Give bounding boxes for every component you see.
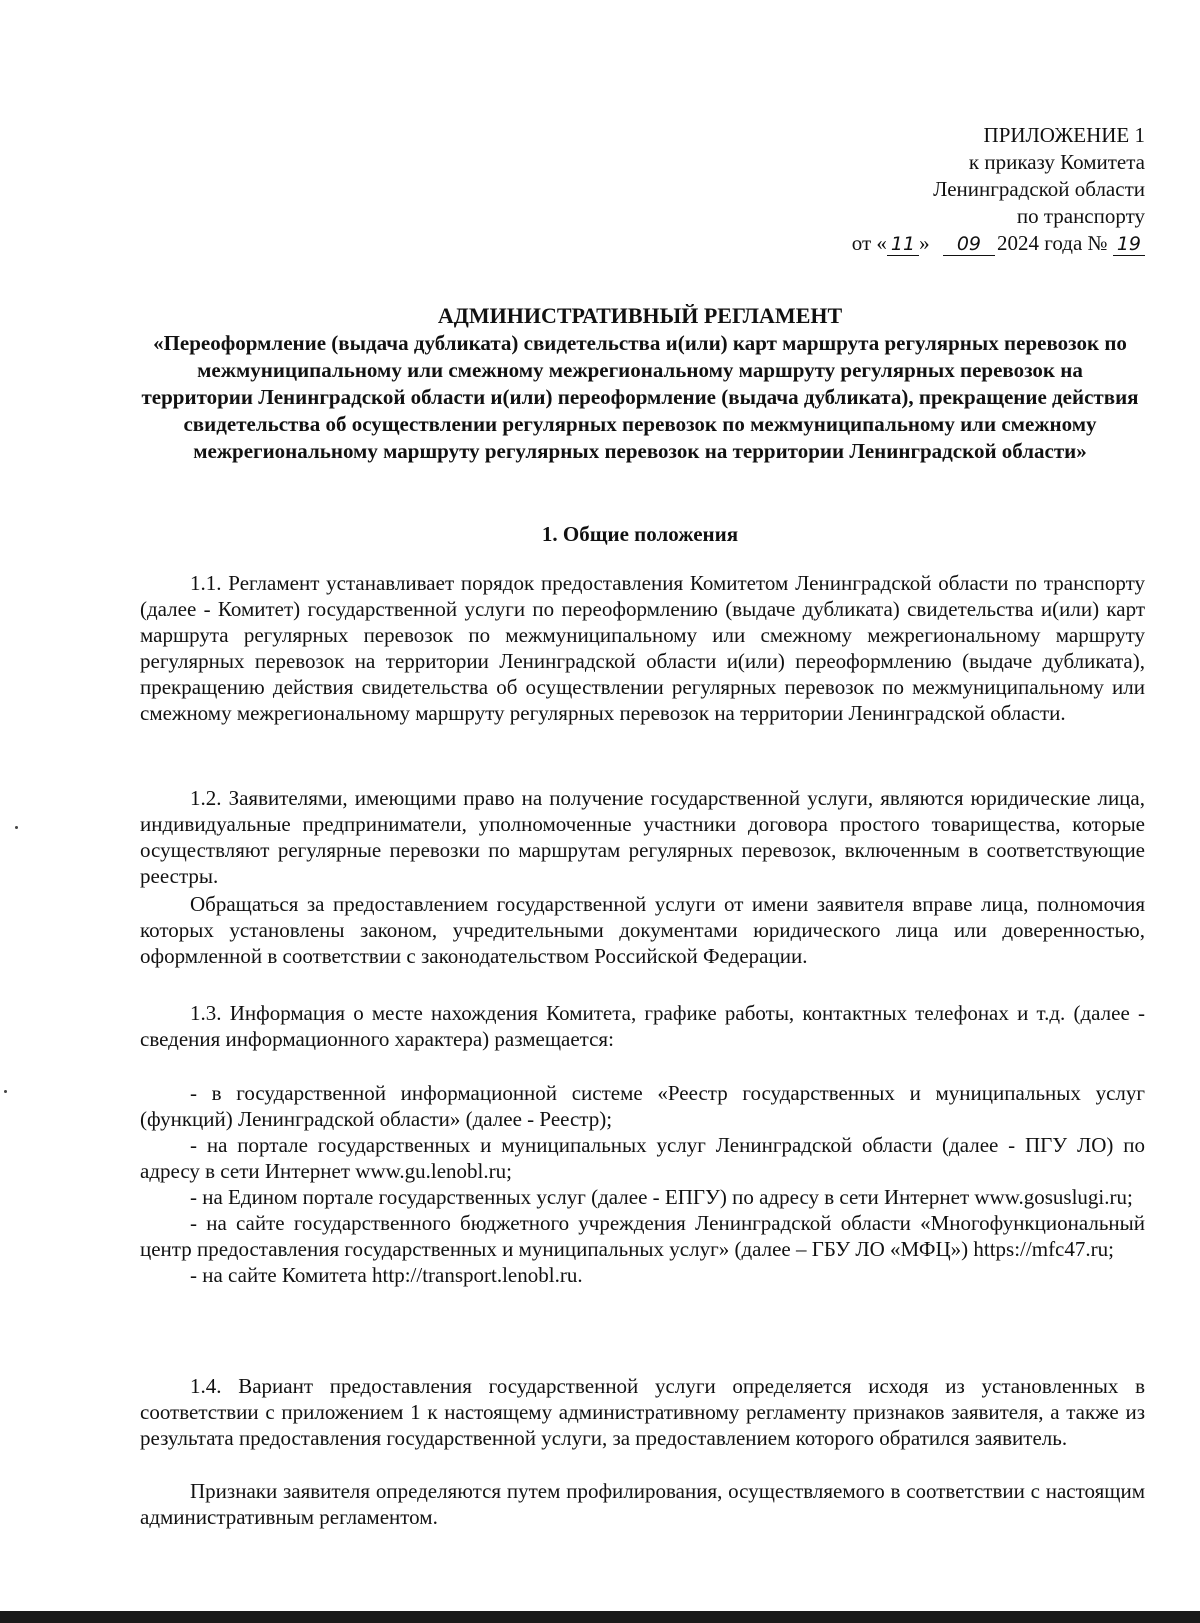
year-text: 2024 года № <box>997 231 1108 255</box>
document-title-block <box>140 302 1140 465</box>
appendix-line: Ленинградской области <box>933 177 1145 201</box>
list-item: - на сайте государственного бюджетного учреждения Ленинградской области «Многофункциональный центр предоставления государственных и муниципальных услуг» (далее – ГБУ ЛО «МФЦ») https://mfc47.ru; <box>140 1211 1145 1261</box>
paragraph-1-3: 1.3. Информация о месте нахождения Комитета, графике работы, контактных телефонах и т.д. (далее - сведения информационного характера) размещается: <box>140 1001 1145 1051</box>
paragraph-1-4-b: Признаки заявителя определяются путем профилирования, осуществляемого в соответствии с настоящим административным регламентом. <box>140 1479 1145 1529</box>
handwritten-month: 09 <box>943 233 995 256</box>
list-item: - на портале государственных и муниципальных услуг Ленинградской области (далее - ПГУ ЛО) по адресу в сети Интернет www.gu.lenobl.ru; <box>140 1133 1145 1183</box>
handwritten-number: 19 <box>1113 233 1145 256</box>
scan-speck <box>15 826 18 829</box>
section-heading: 1. Общие положения <box>541 522 739 546</box>
paragraph-1-2: 1.2. Заявителями, имеющими право на получение государственной услуги, являются юридические лица, индивидуальные предприниматели, уполномоченные участники договора простого товарищества, которые осуществляют регулярные перевозки по маршрутам регулярных перевозок, включенным в соответствующие реестры. <box>140 786 1145 888</box>
document-title: АДМИНИСТРАТИВНЫЙ РЕГЛАМЕНТ <box>437 303 843 328</box>
paragraph-1-4: 1.4. Вариант предоставления государственной услуги определяется исходя из установленных в соответствии с приложением 1 к настоящему административному регламенту признаков заявителя, а также из результата предоставления государственной услуги, за предоставлением которого обратился заявитель. <box>140 1374 1145 1450</box>
scan-speck <box>4 1090 7 1093</box>
appendix-line: по транспорту <box>1016 204 1145 228</box>
paragraph-1-2-b: Обращаться за предоставлением государственной услуги от имени заявителя вправе лица, полномочия которых установлены законом, учредительными документами юридического лица или доверенностью, оформленной в соответствии с законодательством Российской Федерации. <box>140 892 1145 968</box>
handwritten-day: 11 <box>887 233 919 256</box>
paragraph-1-1: 1.1. Регламент устанавливает порядок предоставления Комитетом Ленинградской области по транспорту (далее - Комитет) государственной услуги по переоформлению (выдаче дубликата) свидетельства и(или) карт маршрута регулярных перевозок по межмуниципальному или смежному межрегиональному маршруту регулярных перевозок на территории Ленинградской области и(или) переоформлению (выдаче дубликата), прекращению действия свидетельства об осуществлении регулярных перевозок по межмуниципальному или смежному межрегиональному маршруту регулярных перевозок на территории Ленинградской области. <box>140 571 1145 725</box>
info-bullet-list <box>140 1080 1145 1288</box>
scan-edge-bar <box>0 1611 1200 1623</box>
date-prefix: от « <box>851 231 887 255</box>
appendix-header <box>852 122 1145 258</box>
appendix-title: ПРИЛОЖЕНИЕ 1 <box>983 123 1145 147</box>
document-subtitle: «Переоформление (выдача дубликата) свидетельства и(или) карт маршрута регулярных перевозок по межмуниципальному или смежному межрегиональному маршруту регулярных перевозок на территории Ленинградской области и(или) переоформление (выдача дубликата), прекращение действия свидетельства об осуществлении регулярных перевозок по межмуниципальному или смежному межрегиональному маршруту регулярных перевозок на территории Ленинградской области» <box>141 331 1139 463</box>
list-item: - на Едином портале государственных услуг (далее - ЕПГУ) по адресу в сети Интернет www.gosuslugi.ru; <box>190 1185 1133 1209</box>
quote-close: » <box>919 231 930 255</box>
appendix-date-line <box>852 230 1145 258</box>
list-item: - в государственной информационной системе «Реестр государственных и муниципальных услуг (функций) Ленинградской области» (далее - Реестр); <box>140 1081 1145 1131</box>
appendix-line: к приказу Комитета <box>968 150 1145 174</box>
list-item: - на сайте Комитета http://transport.lenobl.ru. <box>190 1263 583 1287</box>
